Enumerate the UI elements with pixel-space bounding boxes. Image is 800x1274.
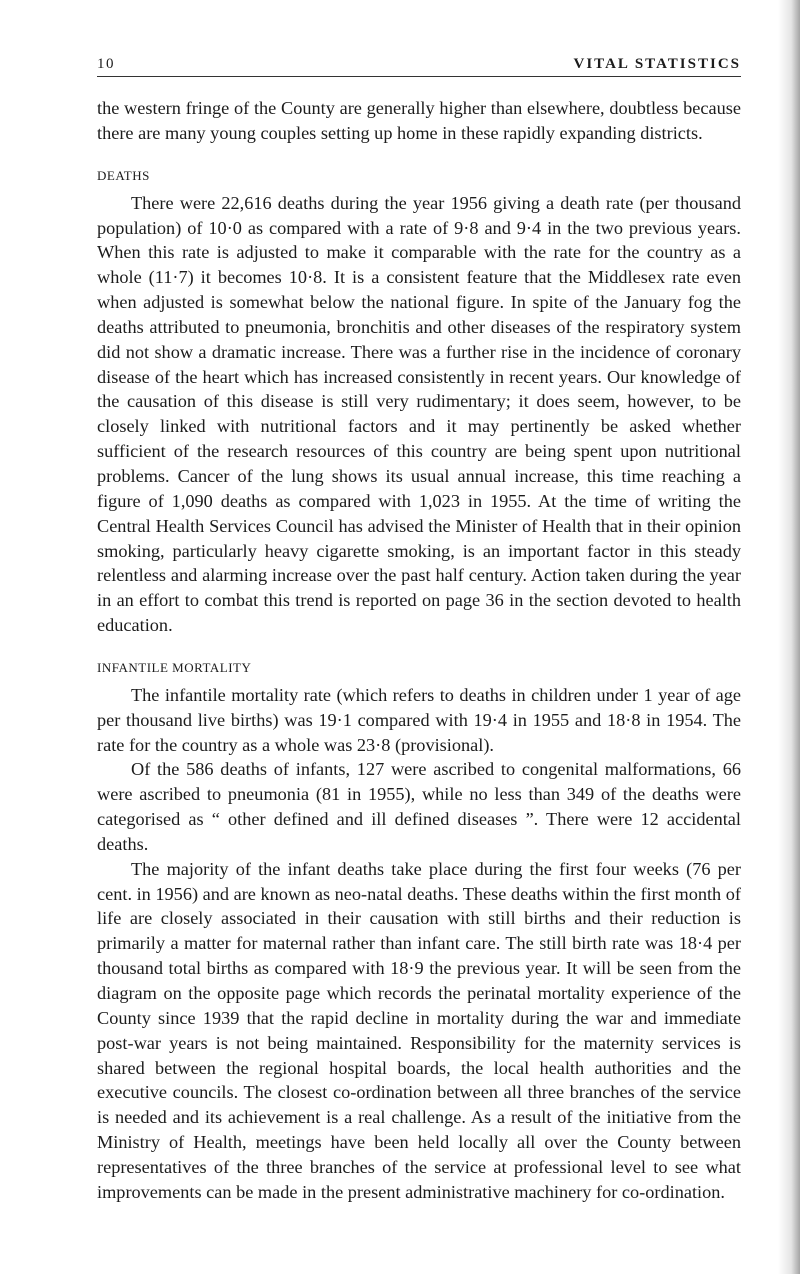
running-title: VITAL STATISTICS [573,56,741,72]
intro-paragraph: the western fringe of the County are generally higher than elsewhere, doubtless because there are many young couples setting up home in these rapidly expanding districts. [97,98,741,143]
deaths-paragraph: There were 22,616 deaths during the year 1956 giving a death rate (per thousand population) of 10·0 as compared with a rate of 9·8 and 9·4 in the two previous years. When this rate is adjusted to make it comparable with the rate for the country as a whole (11·7) it becomes 10·8. It is a consistent feature that the Middlesex rate even when adjusted is somewhat below the national figure. In spite of the January fog the deaths attributed to pneumonia, bronchitis and other diseases of the respiratory system did not show a dramatic increase. There was a further rise in the incidence of coronary disease of the heart which has increased consistently in recent years. Our knowledge of the causation of this disease is still very rudimentary; it does seem, however, to be closely linked with nutritional factors and it may pertinently be asked whether sufficient of the research resources of this country are being spent upon nutritional problems. Cancer of the lung shows its usual annual increase, this time reaching a figure of 1,090 deaths as compared with 1,023 in 1955. At the time of writing the Central Health Services Council has advised the Minister of Health that in their opinion smoking, particularly heavy cigarette smoking, is an important factor in this steady relentless and alarming increase over the past half century. Action taken during the year in an effort to combat this trend is reported on page 36 in the section devoted to health education. [97,192,741,636]
infantile-paragraph-3: The majority of the infant deaths take place during the first four weeks (76 per cent. in 1956) and are known as neo-natal deaths. These deaths within the first month of life are closely associated in their causation with still births and their reduction is primarily a matter for maternal rather than infant care. The still birth rate was 18·4 per thousand total births as compared with 18·9 the previous year. It will be seen from the diagram on the opposite page which records the perinatal mortality experience of the County since 1939 that the rapid decline in mortality during the war and immediate post-war years is not being maintained. Responsibility for the maternity services is shared between the regional hospital boards, the local health authorities and the executive councils. The closest co-ordination between all three branches of the service is needed and its achievement is a real challenge. As a result of the initiative from the Ministry of Health, meetings have been held locally all over the County between representatives of the three branches of the service at professional level to see what improvements can be made in the present administrative machinery for co-ordination. [97,858,741,1202]
page-number: 10 [97,56,115,72]
page-body [97,96,741,1205]
section-heading-deaths: DEATHS [97,167,150,183]
infantile-paragraph-2: Of the 586 deaths of infants, 127 were ascribed to congenital malformations, 66 were ascribed to pneumonia (81 in 1955), while no less than 349 of the deaths were categorised as “ other defined and ill defined diseases ”. There were 12 accidental deaths. [97,759,741,854]
section-heading-infantile-mortality: INFANTILE MORTALITY [97,659,252,675]
page-edge-shadow [778,0,800,1274]
page-header [97,54,741,77]
infantile-paragraph-1: The infantile mortality rate (which refers to deaths in children under 1 year of age per thousand live births) was 19·1 compared with 19·4 in 1955 and 18·8 in 1954. The rate for the country as a whole was 23·8 (provisional). [97,684,741,755]
